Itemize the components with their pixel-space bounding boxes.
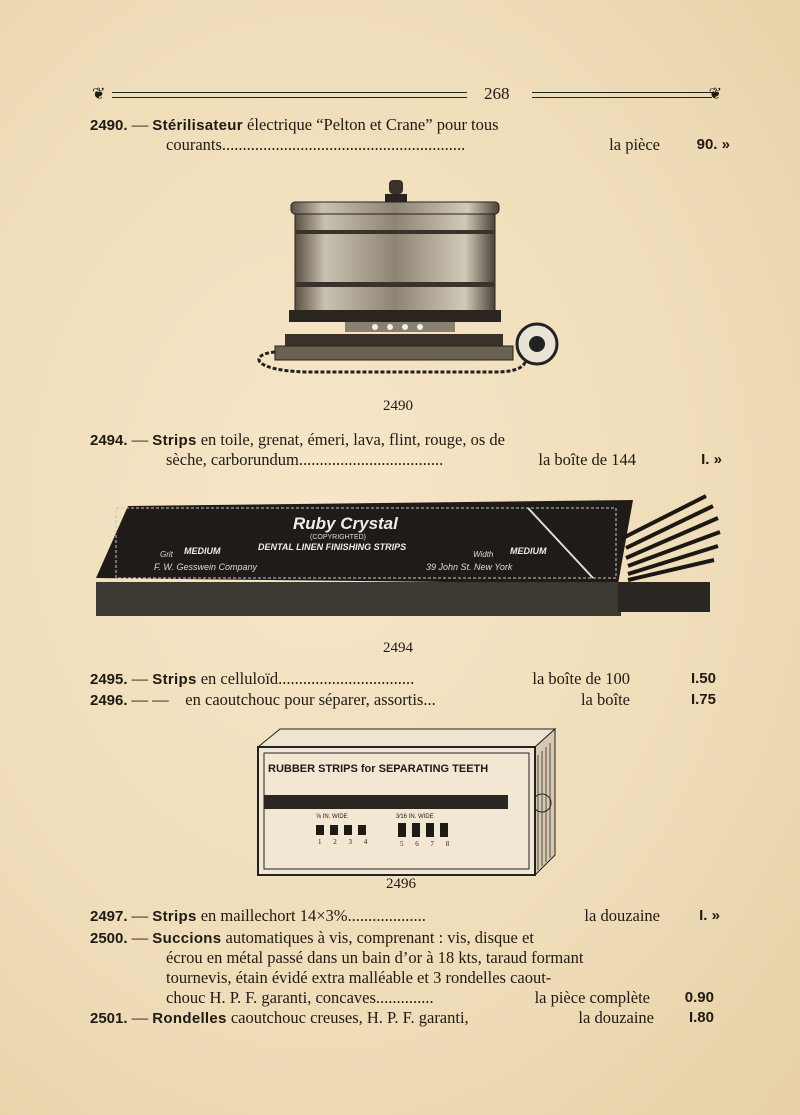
entry-2500: [90, 928, 714, 1008]
rubber-box-label: RUBBER STRIPS for SEPARATING TEETH: [268, 763, 489, 775]
entry-text: chouc H. P. F. garanti, concaves: [166, 988, 376, 1007]
entry-keyword: Rondelles: [152, 1010, 227, 1027]
figure-caption: 2494: [383, 640, 413, 656]
header-rule-right: [532, 92, 712, 98]
company-label: F. W. Gesswein Company: [154, 562, 258, 572]
left-width-label: ⅝ IN. WIDE: [316, 814, 348, 820]
entry-number: 2497.: [90, 908, 128, 925]
entry-text: caoutchouc creuses, H. P. F. garanti,: [230, 1008, 469, 1027]
entry-dash: —: [131, 1008, 149, 1027]
entry-price: I.50: [690, 670, 716, 687]
entry-2490: [90, 115, 730, 155]
entry-unit: la pièce: [609, 135, 660, 154]
entry-keyword: Strips: [152, 908, 197, 925]
entry-2501: [90, 1008, 714, 1028]
header-rule-left: [112, 92, 467, 98]
ornament-left-icon: ❦: [92, 84, 106, 103]
brand-label: Ruby Crystal: [293, 514, 398, 533]
grit-label: Grit: [160, 550, 173, 559]
entry-2496: [90, 690, 716, 710]
figure-caption: 2490: [383, 398, 413, 414]
entry-keyword: Succions: [152, 930, 222, 947]
entry-unit: la boîte de 100: [532, 669, 630, 688]
dot-leader: ...................: [347, 906, 426, 925]
entry-price: I.80: [688, 1009, 714, 1026]
entry-price: 90. »: [696, 136, 730, 153]
ruby-crystal-box-illustration: [88, 488, 728, 620]
dot-leader: ..............: [375, 988, 434, 1007]
sterilizer-illustration: [245, 172, 565, 392]
subtitle-label: DENTAL LINEN FINISHING STRIPS: [258, 542, 407, 552]
entry-dash: — —: [131, 690, 169, 709]
entry-unit: la boîte: [580, 690, 630, 709]
entry-text: en toile, grenat, émeri, lava, flint, rouge, os de: [200, 430, 505, 449]
entry-text: en celluloïd: [200, 669, 279, 688]
entry-number: 2490.: [90, 117, 128, 134]
entry-text: tournevis, étain évidé extra malléable et 3 rondelles caout-: [166, 968, 552, 987]
ornament-right-icon: ❦: [708, 84, 722, 103]
entry-text: en caoutchouc pour séparer, assortis...: [185, 690, 436, 709]
entry-text: électrique “Pelton et Crane” pour tous: [247, 115, 499, 134]
dot-leader: .................................: [278, 669, 415, 688]
entry-number: 2495.: [90, 671, 128, 688]
entry-text: sèche, carborundum: [166, 450, 299, 469]
entry-text: en maillechort 14×3%: [200, 906, 348, 925]
entry-unit: la pièce complète: [534, 988, 650, 1007]
grit-value: MEDIUM: [184, 546, 221, 556]
copyright-label: (COPYRIGHTED): [310, 534, 366, 541]
entry-unit: la boîte de 144: [538, 450, 636, 469]
figure-caption: 2496: [386, 876, 416, 892]
entry-dash: —: [131, 928, 149, 947]
entry-keyword: Stérilisateur: [152, 117, 243, 134]
entry-2497: [90, 906, 720, 926]
dot-leader: ...................................: [298, 450, 444, 469]
entry-number: 2501.: [90, 1010, 128, 1027]
entry-number: 2500.: [90, 930, 128, 947]
width-label: Width: [473, 550, 494, 559]
entry-text: courants: [166, 135, 222, 154]
page-number: 268: [484, 84, 510, 103]
width-value: MEDIUM: [510, 546, 547, 556]
entry-2494: [90, 430, 722, 470]
right-width-label: 3⁄16 IN. WIDE: [396, 814, 434, 820]
entry-unit: la douzaine: [584, 906, 660, 925]
entry-number: 2494.: [90, 432, 128, 449]
right-numbers: 5 6 7 8: [400, 840, 455, 848]
entry-text: écrou en métal passé dans un bain d’or à 18 kts, taraud formant: [166, 948, 584, 967]
entry-text: automatiques à vis, comprenant : vis, disque et: [225, 928, 534, 947]
dot-leader: ...........................................................: [221, 135, 466, 154]
address-label: 39 John St. New York: [426, 562, 513, 572]
entry-price: I. »: [699, 907, 720, 924]
entry-dash: —: [131, 669, 149, 688]
entry-keyword: Strips: [152, 432, 197, 449]
entry-2495: [90, 669, 716, 689]
entry-price: 0.90: [684, 989, 714, 1006]
entry-unit: la douzaine: [578, 1008, 654, 1027]
left-numbers: 1 2 3 4: [318, 838, 373, 846]
entry-price: I.75: [690, 691, 716, 708]
entry-keyword: Strips: [152, 671, 197, 688]
rubber-strips-box-illustration: [250, 725, 560, 880]
entry-dash: —: [131, 115, 149, 134]
entry-number: 2496.: [90, 692, 128, 709]
entry-dash: —: [131, 430, 149, 449]
page-header: [92, 84, 722, 106]
entry-price: I. »: [701, 451, 722, 468]
entry-dash: —: [131, 906, 149, 925]
